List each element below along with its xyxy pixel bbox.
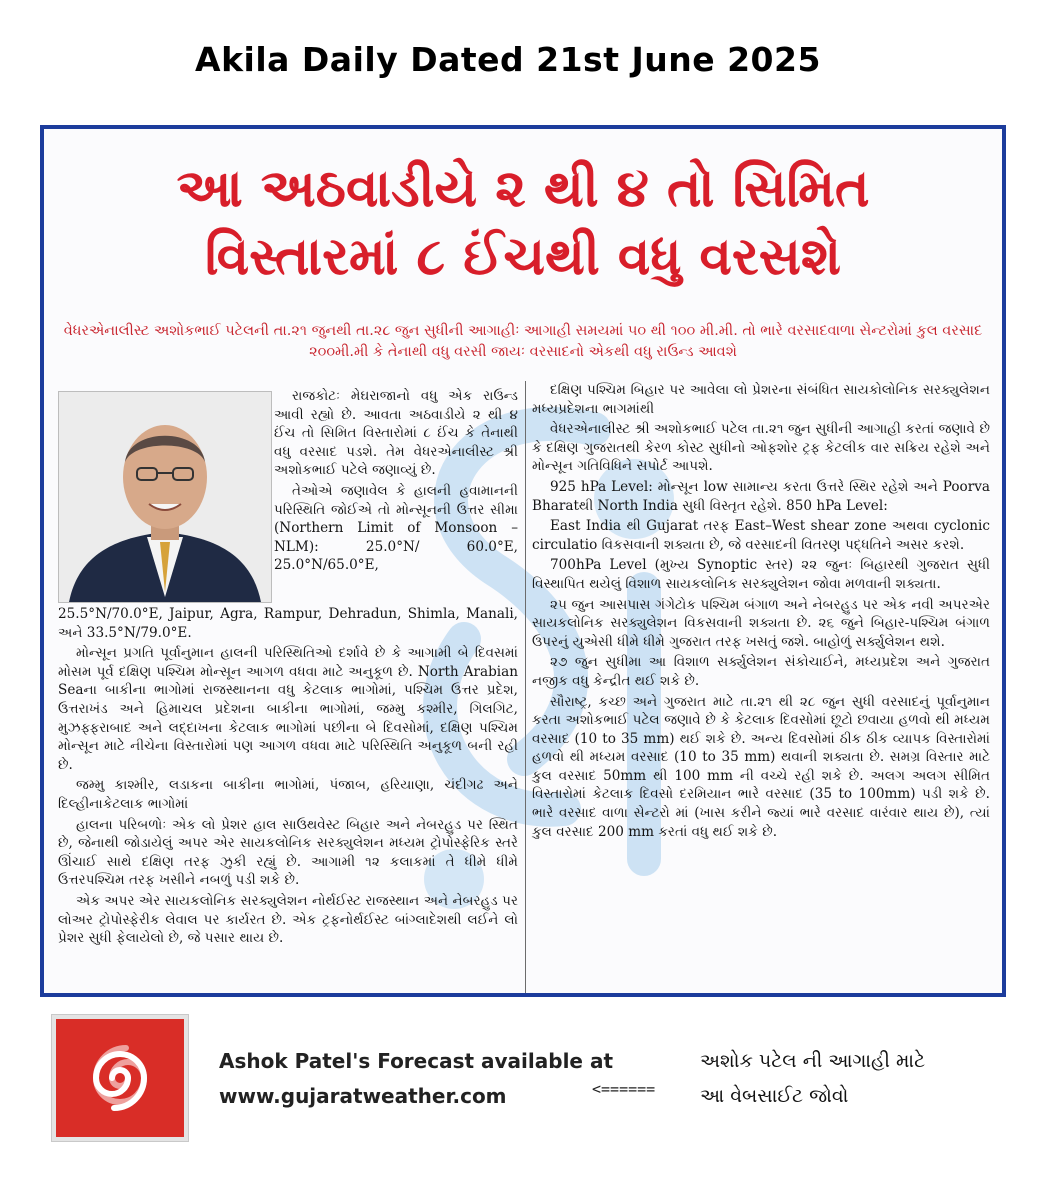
article-paragraph: 700hPa Level (મુખ્ય Synoptic સ્તર) ૨૨ જુનઃ બિહારથી ગુજરાત સુધી વિસ્થાપિત થયેલું વિશાળ સાયકલોનિક સરક્યુલેશન જોવા મળવાની શક્યતા. [532,557,990,592]
footer-forecast-text [219,1044,613,1114]
footer-line-1: Ashok Patel's Forecast available at [219,1049,614,1073]
footer-gujarati-line-1: અશોક પટેલ ની આગાહી માટે [700,1050,926,1072]
article-paragraph: 25.5°N/70.0°E, Jaipur, Agra, Rampur, Dehradun, Shimla, Manali, અને 33.5°N/79.0°E. [58,606,518,641]
article-paragraph: જમ્મુ કાશ્મીર, લડાકના બાકીના ભાગોમાં, પંજાબ, હરિયાણા, ચંદીગઢ અને દિલ્હીનાકેટલાક ભાગોમાં [58,777,518,812]
article-paragraph: ૨૫ જુન આસપાસ ગંગેટોક પશ્ચિમ બંગાળ અને નેબરહુડ પર એક નવી અપરએર સાયકલોનિક સરક્યુલેશન વિકસવાની શક્યતા છે. ૨૬ જુને બિહાર-પશ્ચિમ બંગાળ ઉપરનું યુએસી ધીમે ધીમે ગુજરાત તરફ ખસતું જશે. બાહોળું સર્ક્યુલેશન થશે. [532,596,990,650]
footer-arrow: <====== [592,1080,656,1098]
right-column [532,381,990,843]
left-column-top [274,387,518,577]
footer-gujarati-text [700,1044,925,1114]
article-paragraph: દક્ષિણ પશ્ચિમ બિહાર પર આવેલા લો પ્રેશરના સંબંધિત સાયકોલોનિક સરક્યુલેશન મધ્યપ્રદેશના ભાગમાંથી [532,382,990,417]
article-paragraph: ૨૭ જુન સુધીમા આ વિશાળ સર્ક્યુલેશન સંકોચાઈને, મધ્યપ્રદેશ અને ગુજરાત નજીક વધુ કેન્દ્રીત થઈ શકે છે. [532,654,990,689]
article-paragraph: એક અપર એર સાયકલોનિક સરક્યુલેશન નોર્થઈસ્ટ રાજસ્થાન અને નેબરહુડ પર લોઅર ટ્રોપોસ્ફેરીક લેવાલ પર કાર્યરત છે. એક ટ્રફનોર્થઈસ્ટ બાંગ્લાદેશથી લઈને લો પ્રેશર સુધી ફેલાયેલો છે, જે પસાર થાય છે. [58,892,518,947]
left-column-bottom [58,605,518,950]
article-paragraph: તેઓએ જણાવેલ કે હાલની હવામાનની પરિસ્થિતિ જોઈએ તો મોન્સૂનની ઉત્તર સીમા (Northern Limit of Monsoon – NLM): 25.0°N/ 60.0°E, 25.0°N/65.0°E, [274,482,518,574]
headline-line-1: આ અઠવાડીયે ૨ થી ૪ તો સિમિત [176,159,870,219]
footer-gujarati-line-2: આ વેબસાઈટ જોવો [700,1085,849,1107]
newspaper-clipping [40,125,1006,997]
page-title: Akila Daily Dated 21st June 2025 [195,40,821,79]
article-paragraph: 925 hPa Level: મોન્સૂન low સામાન્ય કરતા ઉત્તરે સ્થિર રહેશે અને Poorva Bharatથી North India સુધી વિસ્તૃત રહેશે. 850 hPa Level: [532,478,990,514]
article-paragraph: સૌરાષ્ટ્ર, કચ્છ અને ગુજરાત માટે તા.૨૧ થી ૨૮ જુન સુધી વરસાદનું પૂર્વાનુમાન કરતા અશોકભાઈ પટેલ જણાવે છે કે કેટલાક દિવસોમાં છૂટો છવાયા હળવો થી મધ્યમ વરસાદ (10 to 35 mm) થઈ શકે છે. અન્ય દિવસોમાં ઠીક ઠીક વ્યાપક વિસ્તારોમાં હળવો થી મધ્યમ વરસાદ (10 to 35 mm) થવાની શક્યતા છે. સમગ્ર વિસ્તાર માટે કુલ વરસાદ 50mm થી 100 mm ની વચ્ચે રહી શકે છે. અલગ અલગ સીમિત વિસ્તારોમાં કેટલાક દિવસો દરમિયાન ભારે વરસાદ (35 to 100mm) પડી શકે છે. ભારે વરસાદ વાળા સેન્ટરો માં (ખાસ કરીને જ્યાં ભારે વરસાદ વારંવાર થાય છે), ત્યાં કુલ વરસાદ 200 mm કરતાં વધુ થઈ શકે છે. [532,693,990,840]
subheadline: વેધરએનાલીસ્ટ અશોકભાઈ પટેલની તા.૨૧ જુનથી તા.૨૮ જુન સુધીની આગાહીઃ આગાહી સમયમાં ૫૦ થી ૧૦૦ મી.મી. તો ભારે વરસાદવાળા સેન્ટરોમાં કુલ વરસાદ ૨૦૦મી.મી કે તેનાથી વધુ વરસી જાયઃ વરસાદનો એકથી વધુ રાઉન્ડ આવશે [63,323,983,360]
spiral-logo-icon [52,1015,188,1141]
headline-line-2: વિસ્તારમાં ૮ ઈંચથી વધુ વરસશે [204,227,842,287]
website-link[interactable]: www.gujaratweather.com [219,1084,507,1108]
article-paragraph: મોન્સૂન પ્રગતિ પૂર્વાનુમાન હાલની પરિસ્થિતિઓ દર્શાવે છે કે આગામી બે દિવસમાં મોસમ પૂર્વ દક્ષિણ પશ્ચિમ મોન્સૂન આગળ વધવા માટે અનુકૂળ છે. North Arabian Seaના બાકીના ભાગોમાં રાજસ્થાનના વધુ કેટલાક ભાગોમાં, પશ્ચિમ ઉત્તર પ્રદેશ, ઉત્તરાખંડ અને હિમાચલ પ્રદેશના બાકીના ભાગોમાં, જમ્મુ કશ્મીર, ગિલગિટ, મુઝફ્ફરાબાદ અને લદ્દાખના કેટલાક ભાગોમાં પછીના બે દિવસોમાં, દક્ષિણ પશ્ચિમ મોન્સૂન માટે નીચેના વિસ્તારોમાં પણ આગળ વધવા માટે પરિસ્થિતિ અનુકૂળ બની રહી છે. [58,645,518,773]
article-paragraph: હાલના પરિબળોઃ એક લો પ્રેશર હાલ સાઉથવેસ્ટ બિહાર અને નેબરહુડ પર સ્થિત છે, જેનાથી જોડાયેલું અપર એર સાયકલોનિક સરક્યુલેશન મધ્યમ ટ્રોપોસ્ફેરિક સ્તરે ઊંચાઈ સાથે દક્ષિણ તરફ ઝુકી રહ્યું છે. આગામી ૧૨ કલાકમાં તે ધીમે ધીમે ઉત્તરપશ્ચિમ તરફ ખસીને નબળું પડી શકે છે. [58,816,518,889]
portrait-photo [58,391,272,603]
article-paragraph: રાજકોટઃ મેઘરાજાનો વધુ એક રાઉન્ડ આવી રહ્યો છે. આવતા અઠવાડીયે ૨ થી ૪ ઈંચ તો સિમિત વિસ્તારોમાં ૮ ઈંચ કે તેનાથી વધુ વરસાદ પડશે. તેમ વેધરએનાલીસ્ટ શ્રી અશોકભાઈ પટેલે જણાવ્યું છે. [274,388,518,479]
article-paragraph: East India થી Gujarat તરફ East–West shear zone અથવા cyclonic circulatio વિકસવાની શક્યતા છે, જે વરસાદની વિતરણ પદ્ધતિને અસર કરશે. [532,518,990,553]
article-paragraph: વેધરએનાલીસ્ટ શ્રી અશોકભાઈ પટેલ તા.૨૧ જુન સુધીની આગાહી કરતાં જણાવે છે કે દક્ષિણ ગુજરાતથી કેરળ કોસ્ટ સુધીનો ઓફશોર ટ્રફ કેટલીક વાર સક્રિય રહેશે અને મોન્સૂન ગતિવિધિને સપોર્ટ આપશે. [532,421,990,475]
column-divider [525,381,526,993]
